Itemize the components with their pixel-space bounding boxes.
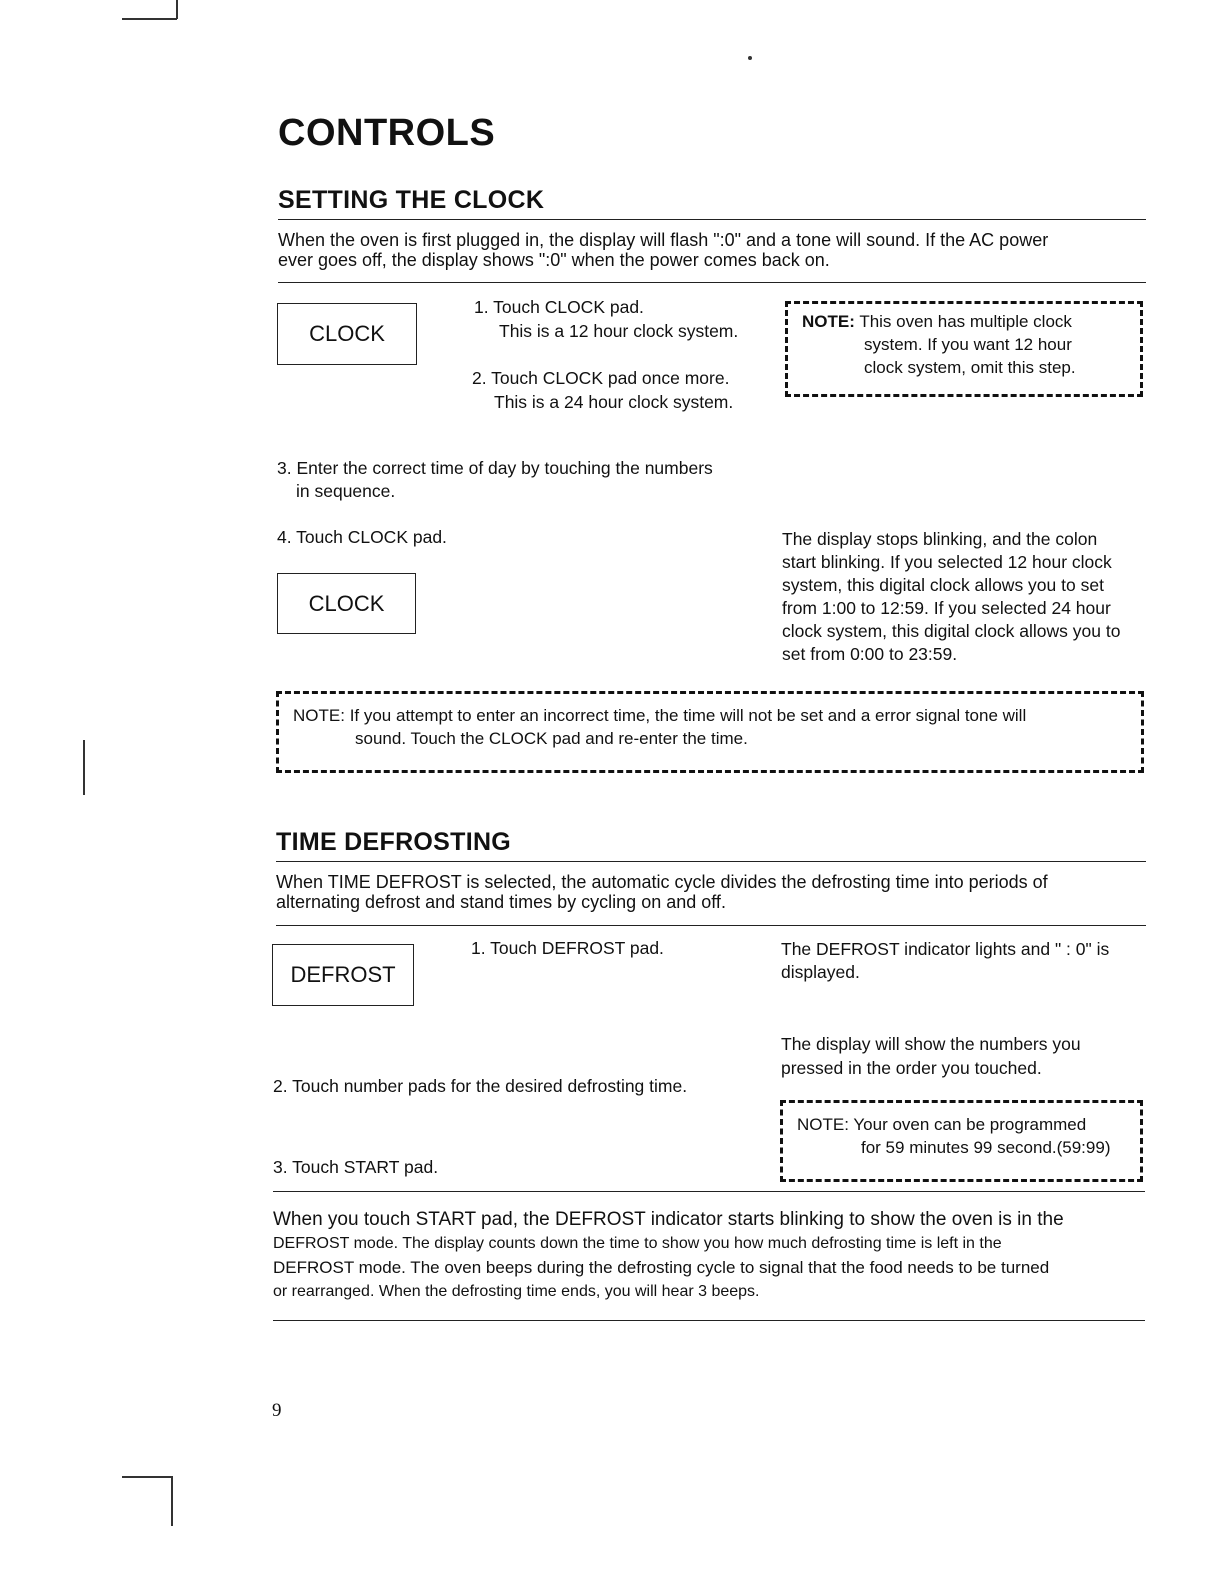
closing-line: DEFROST mode. The display counts down the time to show you how much defrosting time is left in the — [273, 1235, 1002, 1252]
page-number: 9 — [272, 1400, 282, 1421]
clock-note-box — [785, 301, 1143, 397]
defrost-closing-paragraph — [273, 1208, 1145, 1304]
clock-heading-rule — [278, 219, 1146, 220]
clock-step4: 4. Touch CLOCK pad. — [277, 527, 447, 547]
clock-intro-line1: When the oven is first plugged in, the display will flash ":0" and a tone will sound. If the AC power — [278, 230, 1049, 250]
defrost-intro-line2: alternating defrost and stand times by cycling on and off. — [276, 892, 726, 912]
clock-step1: 1. Touch CLOCK pad. — [474, 297, 644, 317]
clock-pad-2-label: CLOCK — [308, 591, 385, 616]
defrost-step1: 1. Touch DEFROST pad. — [471, 938, 664, 958]
clock-pad-2 — [277, 573, 416, 634]
binding-mark — [83, 740, 85, 795]
clock-step4-desc-line: set from 0:00 to 23:59. — [782, 644, 958, 664]
closing-line: When you touch START pad, the DEFROST indicator starts blinking to show the oven is in the — [273, 1209, 1064, 1230]
defrost-intro-rule — [276, 925, 1146, 926]
clock-step1-sub: This is a 12 hour clock system. — [499, 321, 739, 341]
clock-note-line1: This oven has multiple clock — [859, 312, 1072, 331]
bottom-rule — [273, 1320, 1145, 1321]
clock-step3-line1: 3. Enter the correct time of day by touching the numbers — [277, 458, 713, 478]
defrost-note-box — [780, 1100, 1143, 1182]
page-title: CONTROLS — [278, 112, 496, 154]
defrost-step2: 2. Touch number pads for the desired defrosting time. — [273, 1076, 688, 1096]
speck — [748, 56, 752, 60]
clock-intro-line2: ever goes off, the display shows ":0" when the power comes back on. — [278, 250, 830, 270]
clock-step4-description — [782, 528, 1120, 666]
incorrect-time-note-line1: If you attempt to enter an incorrect time, the time will not be set and a error signal tone will — [349, 706, 1027, 725]
defrost-step3: 3. Touch START pad. — [273, 1157, 439, 1177]
clock-step4-desc-line: start blinking. If you selected 12 hour clock — [782, 552, 1112, 572]
clock-step4-desc-line: clock system, this digital clock allows you to — [782, 621, 1121, 641]
incorrect-time-note-label: NOTE: — [293, 706, 345, 725]
defrost-step2-desc-line2: pressed in the order you touched. — [781, 1058, 1042, 1078]
clock-note-line2: system. If you want 12 hour — [864, 335, 1072, 354]
defrost-pad-label: DEFROST — [290, 962, 396, 987]
clock-pad-1-label: CLOCK — [309, 321, 385, 346]
clock-step2: 2. Touch CLOCK pad once more. — [472, 368, 730, 388]
corner-mark-bottom — [122, 1476, 172, 1478]
defrost-step1-desc-line1: The DEFROST indicator lights and " : 0" is — [781, 939, 1110, 959]
corner-mark-top-vertical — [176, 0, 178, 19]
defrost-steps-rule — [273, 1191, 1145, 1192]
closing-line: DEFROST mode. The oven beeps during the defrosting cycle to signal that the food needs to be turned — [273, 1258, 1050, 1277]
defrost-intro-line1: When TIME DEFROST is selected, the automatic cycle divides the defrosting time into periods of — [276, 872, 1048, 892]
defrost-pad — [272, 944, 414, 1006]
clock-section-heading: SETTING THE CLOCK — [278, 186, 545, 214]
defrost-note-line1: Your oven can be programmed — [853, 1115, 1087, 1134]
clock-note-label: NOTE: — [802, 312, 855, 331]
corner-mark-bottom-vertical — [171, 1476, 173, 1526]
closing-line: or rearranged. When the defrosting time ends, you will hear 3 beeps. — [273, 1283, 760, 1300]
clock-intro-rule — [278, 282, 1146, 283]
clock-pad-1 — [277, 303, 417, 365]
clock-step4-desc-line: The display stops blinking, and the colon — [782, 529, 1098, 549]
clock-step2-sub: This is a 24 hour clock system. — [494, 392, 734, 412]
defrost-heading-rule — [276, 861, 1146, 862]
incorrect-time-note-line2: sound. Touch the CLOCK pad and re-enter the time. — [355, 729, 748, 748]
incorrect-time-note-box — [276, 691, 1144, 773]
corner-mark-top — [122, 18, 177, 20]
clock-note-line3: clock system, omit this step. — [864, 358, 1076, 377]
clock-step4-desc-line: from 1:00 to 12:59. If you selected 24 hour — [782, 598, 1111, 618]
defrost-step1-desc-line2: displayed. — [781, 962, 860, 982]
defrost-note-label: NOTE: — [797, 1115, 849, 1134]
clock-step3-line2: in sequence. — [296, 481, 396, 501]
defrost-step2-desc-line1: The display will show the numbers you — [781, 1034, 1081, 1054]
defrost-section-heading: TIME DEFROSTING — [276, 828, 512, 856]
clock-step4-desc-line: system, this digital clock allows you to set — [782, 575, 1104, 595]
defrost-note-line2: for 59 minutes 99 second.(59:99) — [861, 1138, 1111, 1157]
